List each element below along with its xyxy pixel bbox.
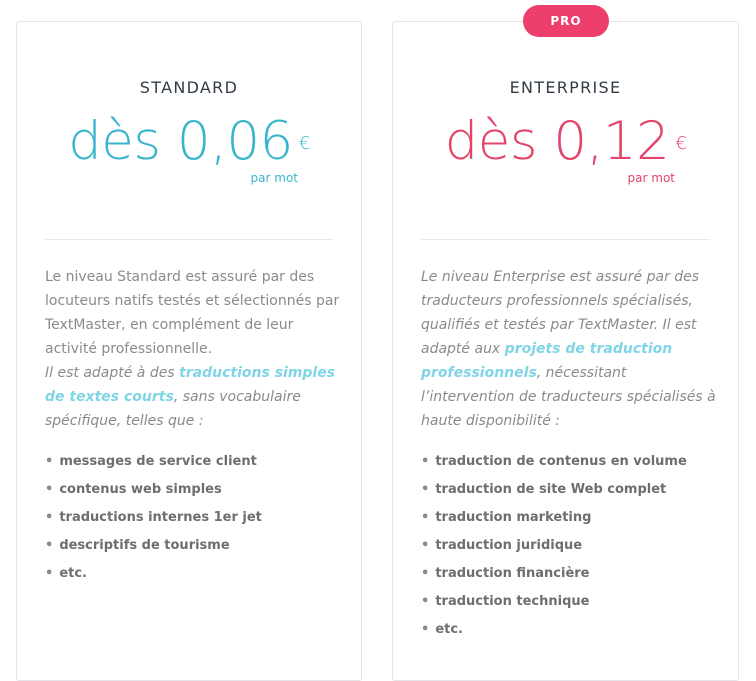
- bullet-icon: •: [421, 594, 430, 609]
- feature-list: [421, 452, 687, 648]
- description-highlight-link[interactable]: traductions simples de textes courts: [45, 365, 336, 405]
- price-value: dès 0,12: [444, 111, 670, 172]
- bullet-icon: •: [421, 566, 430, 581]
- description-italic: Le niveau Enterprise est assuré par des traducteurs professionnels spécialisés, qualifiés et testés par TextMaster. Il est adapté aux projets de traduction professionnels, nécessitant l’intervention de traducteurs spécialisés à haute disponibilité :: [421, 269, 716, 429]
- feature-item: • etc.: [421, 622, 463, 637]
- feature-list: [45, 452, 262, 592]
- price-unit: par mot: [250, 171, 298, 185]
- feature-item: • descriptifs de tourisme: [45, 538, 230, 553]
- price-value: dès 0,06: [68, 111, 293, 172]
- bullet-icon: •: [45, 454, 54, 469]
- currency-symbol: €: [675, 133, 687, 154]
- feature-item: • traduction marketing: [421, 510, 592, 525]
- feature-item: • traduction technique: [421, 594, 590, 609]
- bullet-icon: •: [45, 510, 54, 525]
- feature-item: • etc.: [45, 566, 87, 581]
- plan-description: [421, 265, 722, 433]
- plan-price: [393, 110, 738, 174]
- bullet-icon: •: [421, 454, 430, 469]
- description-text: Le niveau Standard est assuré par des locuteurs natifs testés et sélectionnés par TextMaster, en complément de leur activité professionnelle.: [45, 269, 340, 357]
- plan-name: STANDARD: [139, 78, 239, 97]
- feature-item: • traduction de contenus en volume: [421, 454, 687, 469]
- bullet-icon: •: [421, 482, 430, 497]
- pricing-card-standard: [16, 21, 362, 681]
- divider: [45, 239, 333, 240]
- currency-symbol: €: [298, 133, 310, 154]
- feature-item: • contenus web simples: [45, 482, 222, 497]
- bullet-icon: •: [45, 482, 54, 497]
- bullet-icon: •: [421, 510, 430, 525]
- price-unit: par mot: [627, 171, 675, 185]
- plan-name: ENTERPRISE: [509, 78, 622, 97]
- description-italic: Il est adapté à des traductions simples de textes courts, sans vocabulaire spécifique, telles que :: [45, 365, 336, 429]
- feature-item: • traduction juridique: [421, 538, 583, 553]
- bullet-icon: •: [421, 538, 430, 553]
- pro-badge: PRO: [523, 5, 609, 37]
- bullet-icon: •: [45, 566, 54, 581]
- plan-price: [17, 110, 361, 174]
- description-highlight-link[interactable]: projets de traduction professionnels: [421, 341, 673, 381]
- bullet-icon: •: [45, 538, 54, 553]
- bullet-icon: •: [421, 622, 430, 637]
- feature-item: • traductions internes 1er jet: [45, 510, 262, 525]
- feature-item: • traduction de site Web complet: [421, 482, 667, 497]
- feature-item: • messages de service client: [45, 454, 257, 469]
- feature-item: • traduction financière: [421, 566, 590, 581]
- pricing-card-enterprise: [392, 14, 739, 681]
- divider: [421, 239, 710, 240]
- plan-description: [45, 265, 345, 433]
